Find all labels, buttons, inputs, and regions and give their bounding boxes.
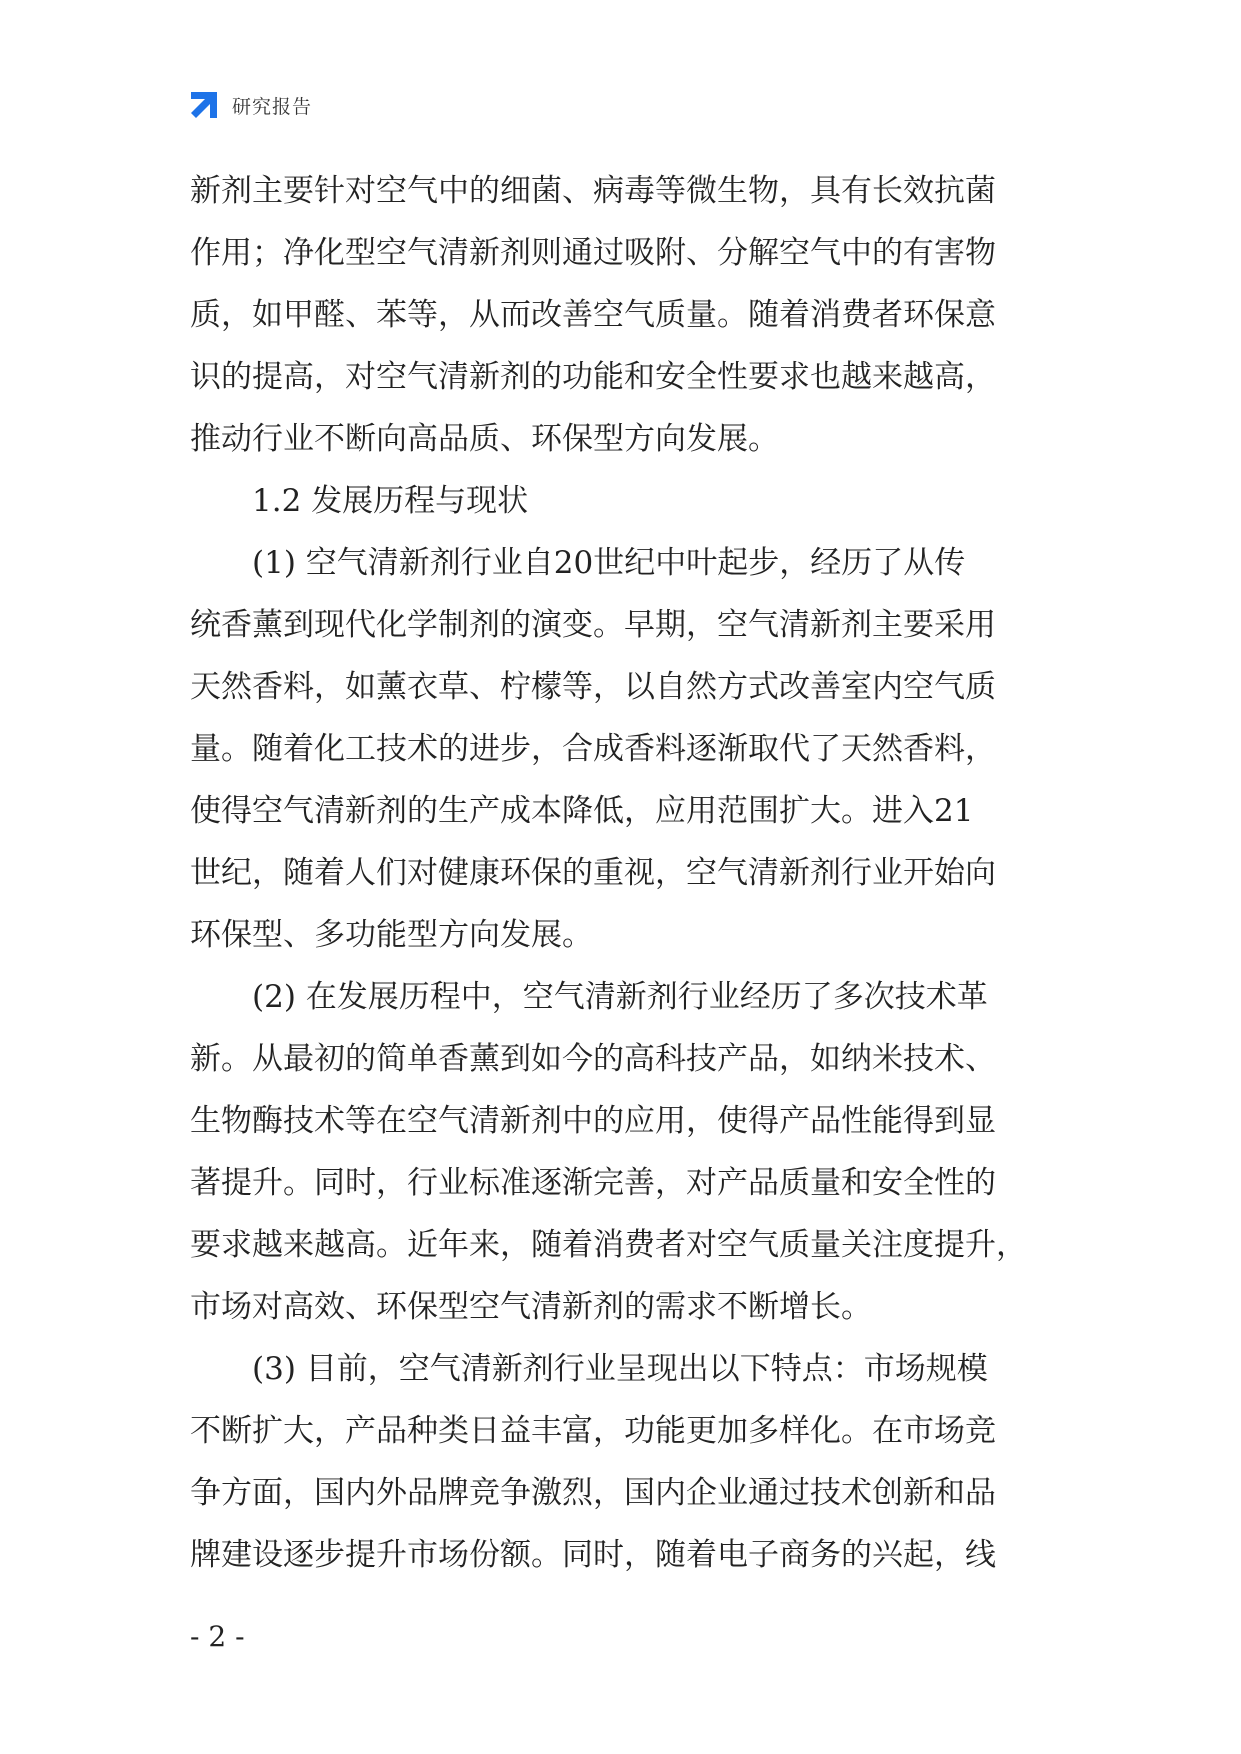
text-line: (2) 在发展历程中，空气清新剂行业经历了多次技术革 — [190, 979, 988, 1015]
text-line: 量。随着化工技术的进步，合成香料逐渐取代了天然香料， — [190, 731, 996, 767]
header-title: 研究报告 — [232, 95, 313, 118]
text-line: 生物酶技术等在空气清新剂中的应用，使得产品性能得到显 — [190, 1103, 996, 1139]
page-number: - 2 - — [190, 1620, 245, 1653]
text-line: 新。从最初的简单香薰到如今的高科技产品，如纳米技术、 — [190, 1041, 996, 1077]
text-line: 质，如甲醛、苯等，从而改善空气质量。随着消费者环保意 — [190, 297, 996, 333]
document-body — [190, 160, 1060, 1586]
text-line: 著提升。同时，行业标准逐渐完善，对产品质量和安全性的 — [190, 1165, 996, 1201]
text-line: 要求越来越高。近年来，随着消费者对空气质量关注度提升， — [190, 1227, 1027, 1263]
text-line: 牌建设逐步提升市场份额。同时，随着电子商务的兴起，线 — [190, 1537, 996, 1573]
text-line: 推动行业不断向高品质、环保型方向发展。 — [190, 421, 779, 457]
text-line: 世纪，随着人们对健康环保的重视，空气清新剂行业开始向 — [190, 855, 996, 891]
text-line: 统香薰到现代化学制剂的演变。早期，空气清新剂主要采用 — [190, 607, 996, 643]
text-line: 新剂主要针对空气中的细菌、病毒等微生物，具有长效抗菌 — [190, 173, 996, 209]
text-line: 环保型、多功能型方向发展。 — [190, 917, 593, 953]
text-line: (1) 空气清新剂行业自20世纪中叶起步，经历了从传 — [190, 545, 966, 581]
text-line: 不断扩大，产品种类日益丰富，功能更加多样化。在市场竞 — [190, 1413, 996, 1449]
arrow-logo-icon — [188, 89, 220, 121]
text-line: 市场对高效、环保型空气清新剂的需求不断增长。 — [190, 1289, 872, 1325]
text-line: 作用；净化型空气清新剂则通过吸附、分解空气中的有害物 — [190, 235, 996, 271]
text-line: 识的提高，对空气清新剂的功能和安全性要求也越来越高， — [190, 359, 996, 395]
report-header — [188, 88, 312, 122]
text-line: 争方面，国内外品牌竞争激烈，国内企业通过技术创新和品 — [190, 1475, 996, 1511]
text-line: (3) 目前，空气清新剂行业呈现出以下特点：市场规模 — [190, 1351, 988, 1387]
text-line: 使得空气清新剂的生产成本降低，应用范围扩大。进入21 — [190, 793, 974, 829]
section-heading: 1.2 发展历程与现状 — [190, 483, 529, 519]
text-line: 天然香料，如薰衣草、柠檬等，以自然方式改善室内空气质 — [190, 669, 996, 705]
